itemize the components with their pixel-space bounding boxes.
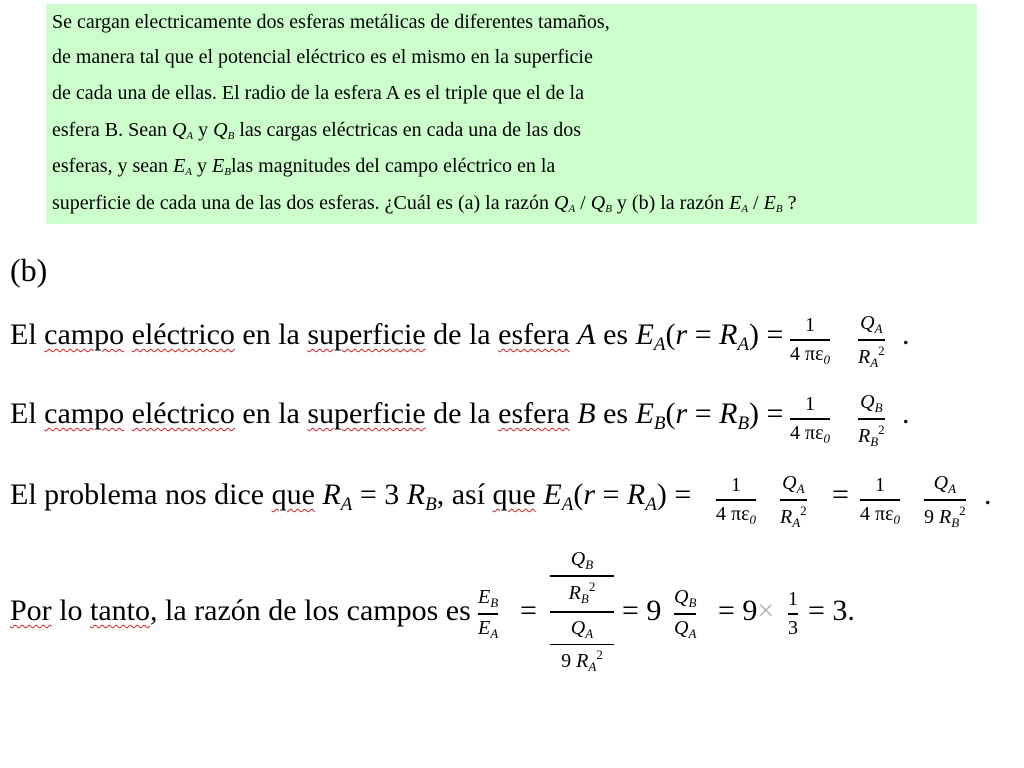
equation-ratio-radii: El problema nos dice que $R_A = 3$ $R_B$, así que $E_A(r = R_A)$ = (10, 478, 692, 515)
problem-line-2: de manera tal que el potencial eléctrico es el mismo en la superficie (52, 46, 593, 68)
equation-field-b: El campo eléctrico en la superficie de la esfera B es $E_B(r = R_B)$ = (10, 397, 784, 434)
fraction-coulomb-b: 1 4 $\pi\varepsilon_0$ (790, 393, 830, 446)
fraction-qa-ra: $Q_A$ $R_A^2$ (858, 312, 885, 370)
equals-4c: = 9× (718, 594, 775, 627)
problem-line-6: superficie de cada una de las dos esferas. ¿Cuál es (a) la razón $Q_A / Q_B$ y (b) la razón $E_A / E_B$ ? (52, 192, 797, 215)
problem-line-1: Se cargan electricamente dos esferas metálicas de diferentes tamaños, (52, 11, 610, 33)
fraction-one-third: 1 3 (788, 588, 798, 639)
fraction-eb-ea: $E_B$ $E_A$ (478, 586, 499, 641)
problem-line-3: de cada una de ellas. El radio de la esfera A es el triple que el de la (52, 82, 584, 104)
equals-3: = (832, 478, 849, 511)
fraction-coulomb-c: 1 4 $\pi\varepsilon_0$ (716, 474, 756, 527)
equation-field-ratio: Por lo tanto, la razón de los campos es (10, 594, 471, 627)
fraction-qb-qa: $Q_B$ $Q_A$ (674, 586, 697, 641)
period-1: . (902, 318, 910, 351)
fraction-coulomb-a: 1 4 $\pi\varepsilon_0$ (790, 314, 830, 367)
problem-statement-box (46, 4, 977, 224)
fraction-qa-9ra: $Q_A$ 9 $R_B^2$ (924, 472, 966, 530)
section-label: (b) (10, 252, 48, 288)
equation-field-a: El campo eléctrico en la superficie de la esfera A es $E_A(r = R_A)$ = (10, 318, 784, 355)
equals-4b: = 9 (622, 594, 662, 627)
equals-4d: = 3. (808, 594, 855, 627)
period-3: . (984, 478, 992, 511)
compound-fraction: $Q_B$ $R_B^2$ $Q_A$ 9 $R_A^2$ (550, 548, 614, 675)
problem-line-5: esferas, y sean $E_A$ y $E_Blas$ magnitudes del campo eléctrico en la (52, 155, 556, 178)
equals-4a: = (520, 594, 537, 627)
fraction-qb-rb: $Q_B$ $R_B^2$ (858, 391, 885, 449)
fraction-coulomb-d: 1 4 $\pi\varepsilon_0$ (860, 474, 900, 527)
problem-line-4: esfera B. Sean $Q_A$ y $Q_B$ las cargas eléctricas en cada una de las dos (52, 119, 582, 142)
period-2: . (902, 397, 910, 430)
fraction-qa-ra-2: $Q_A$ $R_A^2$ (780, 472, 807, 530)
